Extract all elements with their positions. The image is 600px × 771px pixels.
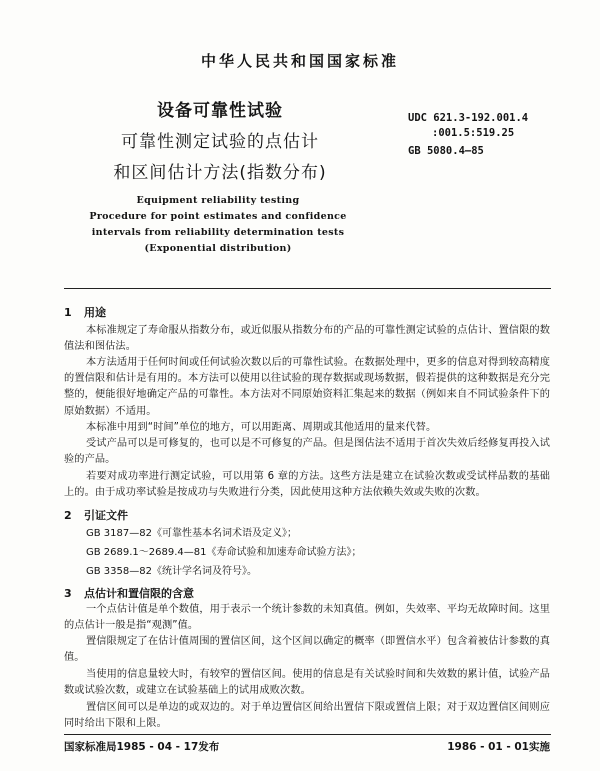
english-title-line-3: intervals from reliability determination tests <box>91 227 345 238</box>
section-3-heading <box>64 585 194 601</box>
standard-organization-header: 中华人民共和国国家标准 <box>200 52 399 70</box>
title-line-2: 可靠性测定试验的点估计 <box>121 132 319 152</box>
udc-code-line-1: UDC 621.3-192.001.4 <box>408 112 529 124</box>
english-title-line-2: Procedure for point estimates and confidence <box>89 211 347 222</box>
header-divider <box>64 288 551 289</box>
section-2-number: 2 <box>64 509 72 522</box>
footer-divider <box>64 734 551 735</box>
section-1-paragraph: 本方法适用于任何时间或任何试验次数以后的可靠性试验。在数据处理中，更多的信息对得到较高精度的置信限和估计是有用的。本方法可以使用以往试验的现存数据或现场数据，假若提供的这种数据是充分完整的，便能很好地确定产品的可靠性。本方法对不同原始资料汇集起来的数据（例如来自不同试验条件下的原始数据）不适用。 <box>64 357 550 417</box>
reference-item: GB 3187—82《可靠性基本名词术语及定义》； <box>86 528 297 539</box>
reference-item: GB 3358—82《统计学名词及符号》。 <box>86 566 257 577</box>
english-title-line-4: (Exponential distribution) <box>144 243 292 254</box>
gb-standard-number: GB 5080.4—85 <box>408 145 484 157</box>
english-title-line-1: Equipment reliability testing <box>136 195 300 206</box>
section-3-paragraph: 一个点估计值是单个数值，用于表示一个统计参数的未知真值。例如，失效率、平均无故障时间。这里的点估计一般是指“观测”值。 <box>64 604 550 632</box>
section-1-paragraph: 受试产品可以是可修复的，也可以是不可修复的产品。但是图估法不适用于首次失效后经修复再投入试验的产品。 <box>64 438 550 466</box>
section-3-paragraph: 置信限规定了在估计值周围的置信区间，这个区间以确定的概率（即置信水平）包含着被估计参数的真值。 <box>64 636 550 664</box>
section-3-paragraph: 置信区间可以是单边的或双边的。对于单边置信区间给出置信下限或置信上限；对于双边置信区间则应同时给出下限和上限。 <box>64 702 550 730</box>
title-line-3: 和区间估计方法(指数分布) <box>113 163 327 183</box>
section-3-title: 点估计和置信限的含意 <box>84 587 194 600</box>
reference-list <box>86 524 362 581</box>
section-2-heading <box>64 507 128 523</box>
section-1-paragraph: 本标准规定了寿命服从指数分布，或近似服从指数分布的产品的可靠性测定试验的点估计、置信限的数值法和图估法。 <box>64 325 550 353</box>
section-1-paragraph: 若要对成功率进行测定试验，可以用第 6 章的方法。这些方法是建立在试验次数或受试样品数的基础上的。由于成功率试验是按成功与失败进行分类，因此使用这种方法依赖失效或失败的次数。 <box>64 471 550 499</box>
section-1-heading <box>64 304 106 320</box>
section-3-paragraph: 当使用的信息量较大时，有较窄的置信区间。使用的信息是有关试验时间和失效数的累计值，试验产品数或试验次数，或建立在试验基础上的试用成败次数。 <box>64 669 550 697</box>
section-1-number: 1 <box>64 306 72 319</box>
udc-code-line-2: :001.5:519.25 <box>432 127 515 139</box>
reference-item: GB 2689.1～2689.4—81《寿命试验和加速寿命试验方法》； <box>86 547 362 558</box>
issue-date: 国家标准局1985 - 04 - 17发布 <box>64 741 220 753</box>
title-line-1: 设备可靠性试验 <box>157 101 283 121</box>
effective-date: 1986 - 01 - 01实施 <box>447 741 550 753</box>
section-1-title: 用途 <box>84 306 106 319</box>
section-1-paragraph: 本标准中用到“时间”单位的地方，可以用距离、周期或其他适用的量来代替。 <box>86 422 437 433</box>
section-3-number: 3 <box>64 587 72 600</box>
section-2-title: 引证文件 <box>84 509 128 522</box>
